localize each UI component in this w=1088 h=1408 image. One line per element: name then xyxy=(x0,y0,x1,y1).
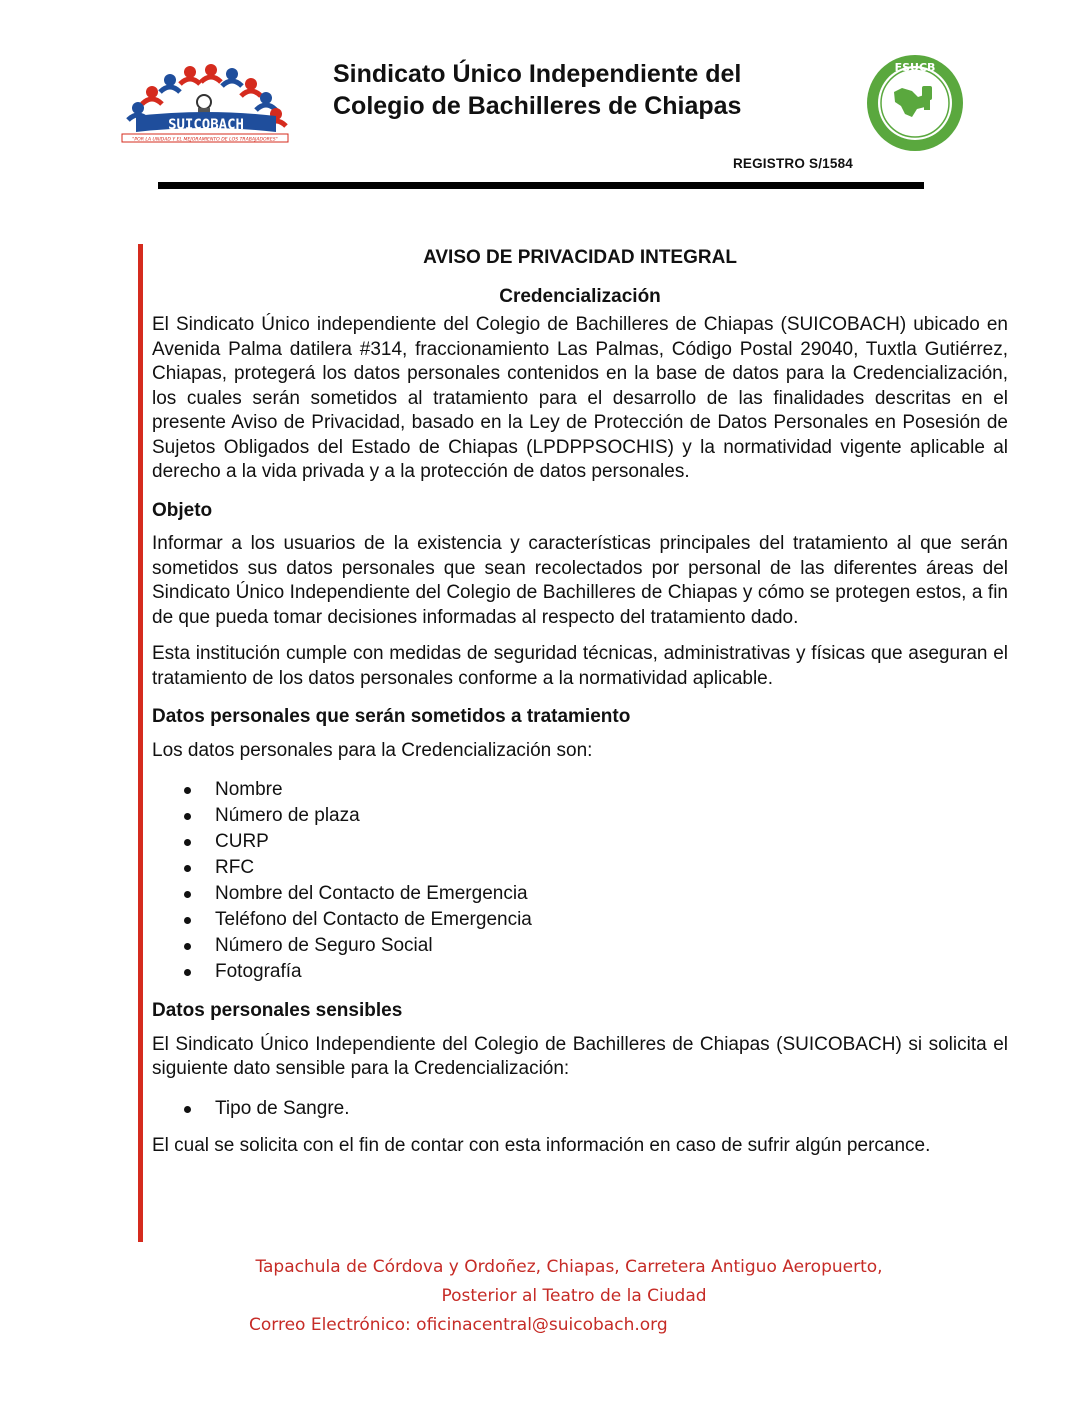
list-item: Tipo de Sangre. xyxy=(152,1096,1008,1122)
bullet-icon xyxy=(184,787,191,794)
objeto-paragraph-1: Informar a los usuarios de la existencia y características principales del tratamiento al que serán sometidos sus datos personales que sean recolectados por personal de las diferentes áreas del Sindicato Único Independiente del Colegio de Bachilleres de Chiapas y cómo se protegen estos, a fin de que pueda tomar decisiones informadas al respecto del tratamiento dado. xyxy=(152,533,1008,628)
objeto-paragraph-2: Esta institución cumple con medidas de seguridad técnicas, administrativas y físicas que aseguran el tratamiento de los datos personales conforme a la normatividad aplicable. xyxy=(152,643,1008,689)
bullet-icon xyxy=(184,1106,191,1113)
footer-email: Correo Electrónico: oficinacentral@suicobach.org xyxy=(249,1315,668,1335)
personal-data-list xyxy=(152,777,1008,985)
sensibles-closing: El cual se solicita con el fin de contar con esta información en caso de sufrir algún percance. xyxy=(152,1134,931,1156)
bullet-icon xyxy=(184,943,191,950)
svg-text:SUICOBACH: SUICOBACH xyxy=(168,117,244,133)
svg-text:"POR LA UNIDAD Y EL MEJORAMIEN: "POR LA UNIDAD Y EL MEJORAMIENTO DE LOS TRABAJADORES" xyxy=(132,137,278,143)
bullet-icon xyxy=(184,839,191,846)
fsucb-seal-logo xyxy=(864,52,966,154)
bullet-icon xyxy=(184,865,191,872)
list-item: Fotografía xyxy=(152,959,1008,985)
list-item: RFC xyxy=(152,855,1008,881)
list-item: CURP xyxy=(152,829,1008,855)
privacy-notice-body xyxy=(152,244,1008,1158)
bullet-icon xyxy=(184,891,191,898)
organization-name xyxy=(333,58,853,122)
list-item: Número de Seguro Social xyxy=(152,933,1008,959)
registro-number: REGISTRO S/1584 xyxy=(732,156,853,171)
document-title: AVISO DE PRIVACIDAD INTEGRAL xyxy=(423,247,737,268)
section-heading-sensibles: Datos personales sensibles xyxy=(152,1000,403,1021)
footer-address xyxy=(0,1253,1088,1340)
list-item: Nombre del Contacto de Emergencia xyxy=(152,881,1008,907)
section-heading-objeto: Objeto xyxy=(152,499,213,521)
suicobach-logo xyxy=(116,58,294,148)
list-item: Nombre xyxy=(152,777,1008,803)
footer-address-line-2: Posterior al Teatro de la Ciudad xyxy=(441,1286,707,1306)
list-item: Teléfono del Contacto de Emergencia xyxy=(152,907,1008,933)
left-accent-bar xyxy=(138,244,143,1242)
sensibles-paragraph: El Sindicato Único Independiente del Colegio de Bachilleres de Chiapas (SUICOBACH) si solicita el siguiente dato sensible para la Credencialización: xyxy=(152,1033,1008,1079)
section-heading-datos: Datos personales que serán sometidos a tratamiento xyxy=(152,706,631,727)
list-item: Número de plaza xyxy=(152,803,1008,829)
document-subtitle: Credencialización xyxy=(499,285,661,307)
footer-address-line-1: Tapachula de Córdova y Ordoñez, Chiapas, Carretera Antiguo Aeropuerto, xyxy=(255,1257,883,1277)
bullet-icon xyxy=(184,969,191,976)
sensitive-data-list xyxy=(152,1096,1008,1122)
org-name-line-1: Sindicato Único Independiente del xyxy=(333,60,742,88)
svg-text:FSUCB: FSUCB xyxy=(894,61,936,74)
org-name-line-2: Colegio de Bachilleres de Chiapas xyxy=(333,92,742,120)
header-divider xyxy=(158,182,924,189)
datos-lead: Los datos personales para la Credencialización son: xyxy=(152,739,593,761)
bullet-icon xyxy=(184,917,191,924)
intro-paragraph: El Sindicato Único independiente del Colegio de Bachilleres de Chiapas (SUICOBACH) ubicado en Avenida Palma datilera #314, fraccionamiento Las Palmas, Código Postal 29040, Tuxtla Gutiérrez, Chiapas, protegerá los datos personales contenidos en la base de datos para la Credencialización, los cuales serán sometidos al tratamiento para el desarrollo de las finalidades descritas en el presente Aviso de Privacidad, basado en la Ley de Protección de Datos Personales en Posesión de Sujetos Obligados del Estado de Chiapas (LPDPPSOCHIS) y la normatividad vigente aplicable al derecho a la vida privada y a la protección de datos personales. xyxy=(152,314,1008,482)
bullet-icon xyxy=(184,813,191,820)
